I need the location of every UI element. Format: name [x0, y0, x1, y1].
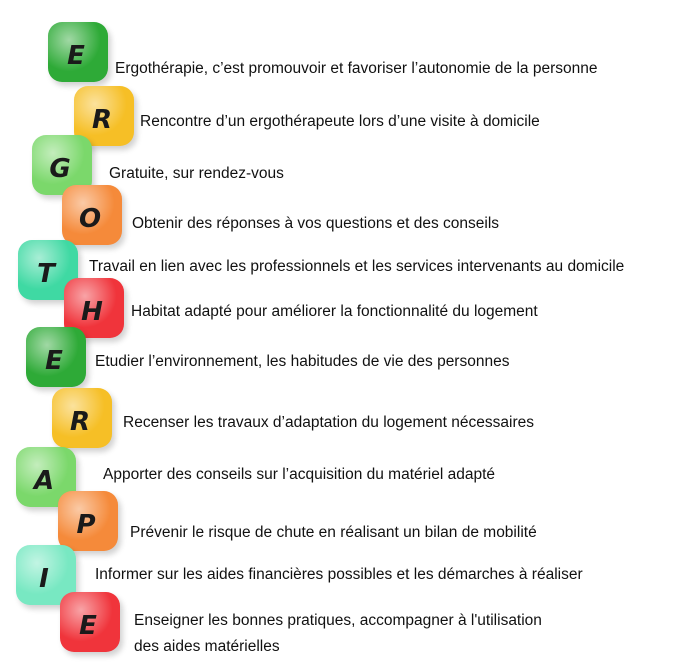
row-text-5: Travail en lien avec les professionnels et les services intervenants au domicile	[89, 258, 625, 275]
letter-cube-12	[60, 592, 120, 652]
letter-cube-1	[48, 22, 108, 82]
cube-letter: E	[79, 611, 97, 641]
cube-letter: T	[37, 259, 55, 289]
cube-letter: H	[81, 297, 103, 327]
cube-letter: O	[78, 204, 102, 234]
row-text-6: Habitat adapté pour améliorer la fonctionnalité du logement	[131, 303, 538, 320]
cube-letter: E	[67, 41, 85, 71]
row-text-4: Obtenir des réponses à vos questions et des conseils	[132, 215, 500, 232]
cube-letter: A	[33, 466, 55, 496]
row-text-3: Gratuite, sur rendez-vous	[109, 165, 284, 182]
row-text-8: Recenser les travaux d’adaptation du logement nécessaires	[123, 414, 534, 431]
row-text-1: Ergothérapie, c’est promouvoir et favoriser l’autonomie de la personne	[115, 60, 598, 77]
row-text-12-line2: des aides matérielles	[134, 638, 280, 655]
row-text-12: Enseigner les bonnes pratiques, accompagner à l'utilisation	[134, 612, 542, 629]
cube-letter: E	[45, 346, 63, 376]
cube-letter: R	[69, 407, 91, 437]
row-text-2: Rencontre d’un ergothérapeute lors d’une visite à domicile	[140, 113, 540, 130]
cube-letter: I	[39, 564, 49, 594]
row-text-10: Prévenir le risque de chute en réalisant un bilan de mobilité	[130, 524, 537, 541]
row-text-7: Etudier l’environnement, les habitudes de vie des personnes	[95, 353, 510, 370]
letter-cube-8	[52, 388, 112, 448]
cube-letter: G	[49, 154, 71, 184]
letter-cube-7	[26, 327, 86, 387]
letter-cube-10	[58, 491, 118, 551]
letter-cube-4	[62, 185, 122, 245]
cube-letter: P	[76, 510, 96, 540]
row-text-9: Apporter des conseils sur l’acquisition du matériel adapté	[103, 466, 496, 483]
row-text-11: Informer sur les aides financières possibles et les démarches à réaliser	[95, 566, 583, 583]
cube-letter: R	[91, 105, 113, 135]
